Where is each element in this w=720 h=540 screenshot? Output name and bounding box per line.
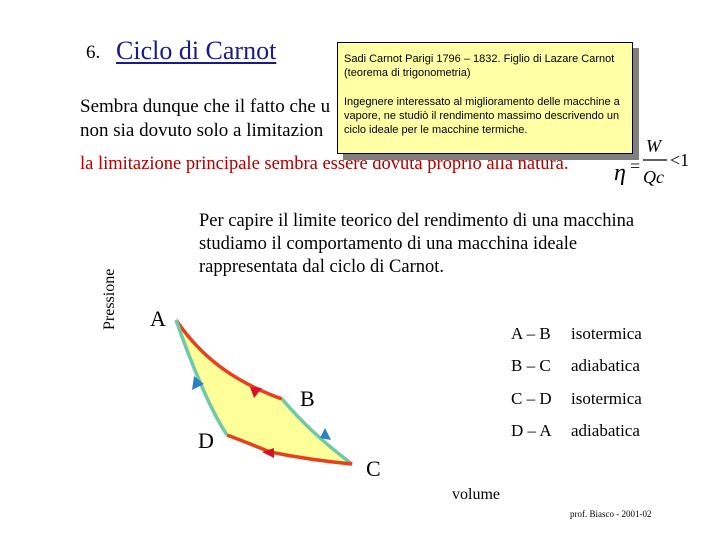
formula-numerator: W — [646, 136, 661, 156]
formula-denominator: Qc — [643, 167, 664, 187]
legend-segment: B – C — [511, 356, 551, 375]
paragraph-line-2: non sia dovuto solo a limitazion — [80, 120, 324, 141]
legend-segment: C – D — [511, 389, 552, 408]
slide-title: Ciclo di Carnot — [116, 36, 277, 65]
formula-relation: <1 — [670, 150, 690, 170]
footer-credit: prof. Biasco - 2001-02 — [570, 509, 652, 519]
legend-type: adiabatica — [571, 421, 640, 440]
legend-type: adiabatica — [571, 356, 640, 375]
legend-type: isotermica — [571, 389, 642, 408]
point-a-label: A — [150, 306, 166, 331]
x-axis-label: volume — [452, 486, 500, 503]
legend-item-d-a — [511, 421, 640, 441]
legend-item-b-c — [511, 356, 640, 376]
point-d-label: D — [198, 428, 214, 453]
formula-eta: η — [614, 160, 626, 186]
y-axis-label: Pressione — [101, 268, 118, 330]
point-b-label: B — [300, 386, 315, 411]
legend-segment: D – A — [511, 421, 552, 440]
formula-equals: = — [630, 156, 641, 176]
note-line-2: Ingegnere interessato al miglioramento delle macchine a vapore, ne studiò il rendimento massimo descrivendo un ciclo ideale per le macchine termiche. — [344, 96, 620, 136]
point-c-label: C — [366, 456, 381, 481]
slide-number: 6. — [86, 42, 101, 63]
note-line-1: Sadi Carnot Parigi 1796 – 1832. Figlio di Lazare Carnot (teorema di trigonometria) — [344, 53, 615, 79]
legend-item-c-d — [511, 389, 642, 409]
highlight-sentence: la limitazione principale sembra essere dovuta proprio alla natura. — [80, 154, 569, 174]
legend-item-a-b — [511, 324, 642, 344]
legend-segment: A – B — [511, 324, 551, 343]
paragraph-line-1: Sembra dunque che il fatto che u — [80, 96, 331, 117]
arrow-marker-3 — [320, 428, 331, 440]
legend-type: isotermica — [571, 324, 642, 343]
intro-text: Per capire il limite teorico del rendimento di una macchina studiamo il comportamento di una macchina ideale rappresentata dal ciclo di Carnot. — [199, 211, 635, 277]
